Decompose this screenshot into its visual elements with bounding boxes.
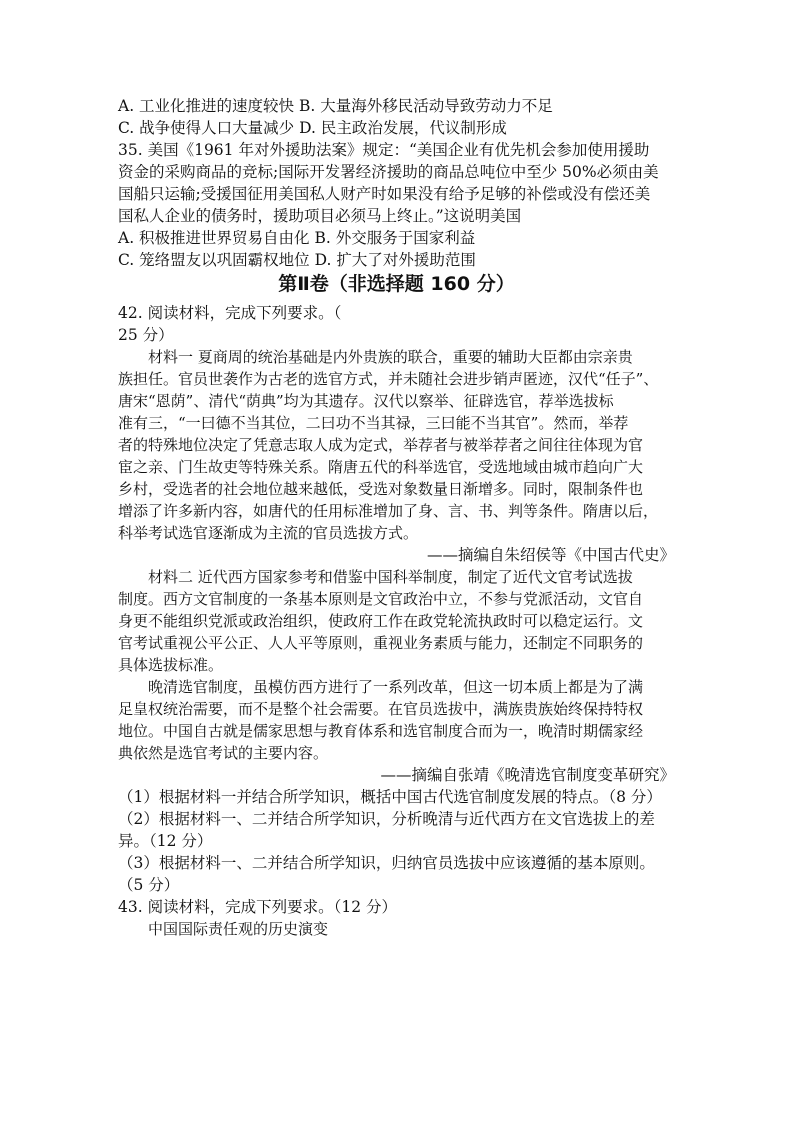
q42-material2b-line: 典依然是选官考试的主要内容。 bbox=[118, 744, 329, 762]
q42-material1-line: 科举考试选官逐渐成为主流的官员选拔方式。 bbox=[118, 524, 419, 542]
q42-material2-line: 官考试重视公平公正、人人平等原则，重视业务素质与能力，还制定不同职务的 bbox=[118, 634, 644, 652]
q42-material2b-line: 晚清选官制度，虽模仿西方进行了一系列改革，但这一切本质上都是为了满 bbox=[148, 678, 644, 696]
q42-material1-line: 唐宋“恩荫”、清代“荫典”均为其遗存。汉代以察举、征辟选官，荐举选拔标 bbox=[118, 392, 614, 410]
q42-score: 25 分） bbox=[118, 326, 174, 344]
q42-material1-line: 准有三，“一曰德不当其位，二曰功不当其禄，三曰能不当其官”。然而，举荐 bbox=[118, 414, 629, 432]
q42-material1-line: 者的特殊地位决定了凭意志取人成为定式，举荐者与被举荐者之间往往体现为官 bbox=[118, 436, 644, 454]
q42-material1-line: 材料一 夏商周的统治基础是内外贵族的联合，重要的辅助大臣都由宗亲贵 bbox=[148, 348, 633, 366]
q42-material2-line: 具体选拔标准。 bbox=[118, 656, 224, 674]
q35-stem-line: 国船只运输;受援国征用美国私人财产时如果没有给予足够的补偿或没有偿还美 bbox=[118, 185, 651, 203]
q35-options-ab: A. 积极推进世界贸易自由化 B. 外交服务于国家利益 bbox=[118, 229, 476, 247]
q35-stem-line: 资金的采购商品的竞标;国际开发署经济援助的商品总吨位中至少 50%必须由美 bbox=[118, 163, 659, 181]
section-title: 第Ⅱ卷（非选择题 160 分） bbox=[278, 273, 515, 295]
q35-options-cd: C. 笼络盟友以巩固霸权地位 D. 扩大了对外援助范围 bbox=[118, 251, 476, 269]
q35-stem-line: 35. 美国《1961 年对外援助法案》规定：“美国企业有优先机会参加使用援助 bbox=[118, 141, 650, 159]
q42-source2: ——摘编自张靖《晚清选官制度变革研究》 bbox=[380, 766, 675, 784]
q42-subquestion-3-cont: （5 分） bbox=[118, 876, 180, 894]
q42-subquestion-1: （1）根据材料一并结合所学知识，概括中国古代选官制度发展的特点。（8 分） bbox=[118, 788, 662, 806]
q42-material2-line: 材料二 近代西方国家参考和借鉴中国科举制度，制定了近代文官考试选拔 bbox=[148, 568, 633, 586]
q35-stem-line: 国私人企业的债务时，援助项目必须马上终止。”这说明美国 bbox=[118, 207, 522, 225]
q42-material1-line: 族担任。官员世袭作为古老的选官方式，并未随社会进步销声匿迹，汉代“任子”、 bbox=[118, 370, 659, 388]
q42-material2b-line: 足皇权统治需要，而不是整个社会需要。在官员选拔中，满族贵族始终保持特权 bbox=[118, 700, 644, 718]
q42-subquestion-3: （3）根据材料一、二并结合所学知识，归纳官员选拔中应该遵循的基本原则。 bbox=[118, 854, 655, 872]
q42-material2-line: 身更不能组织党派或政治组织，使政府工作在政党轮流执政时可以稳定运行。文 bbox=[118, 612, 644, 630]
q43-intro: 43. 阅读材料，完成下列要求。（12 分） bbox=[118, 898, 397, 916]
q42-subquestion-2-cont: 异。（12 分） bbox=[118, 832, 213, 850]
q42-source1: ——摘编自朱绍侯等《中国古代史》 bbox=[426, 546, 675, 564]
q42-material2b-line: 地位。中国自古就是儒家思想与教育体系和选官制度合而为一，晚清时期儒家经 bbox=[118, 722, 644, 740]
q42-material1-line: 宦之亲、门生故吏等特殊关系。隋唐五代的科举选官，受选地域由城市趋向广大 bbox=[118, 458, 644, 476]
q42-subquestion-2: （2）根据材料一、二并结合所学知识，分析晚清与近代西方在文官选拔上的差 bbox=[118, 810, 655, 828]
q42-intro: 42. 阅读材料，完成下列要求。（ bbox=[118, 304, 342, 322]
q42-material1-line: 乡村，受选者的社会地位越来越低，受选对象数量日渐增多。同时，限制条件也 bbox=[118, 480, 644, 498]
q34-options-cd: C. 战争使得人口大量减少 D. 民主政治发展，代议制形成 bbox=[118, 119, 507, 137]
q43-subtitle: 中国国际责任观的历史演变 bbox=[148, 920, 329, 938]
q34-options-ab: A. 工业化推进的速度较快 B. 大量海外移民活动导致劳动力不足 bbox=[118, 97, 553, 115]
q42-material1-line: 增添了许多新内容，如唐代的任用标准增加了身、言、书、判等条件。隋唐以后， bbox=[118, 502, 659, 520]
q42-material2-line: 制度。西方文官制度的一条基本原则是文官政治中立，不参与党派活动，文官自 bbox=[118, 590, 644, 608]
